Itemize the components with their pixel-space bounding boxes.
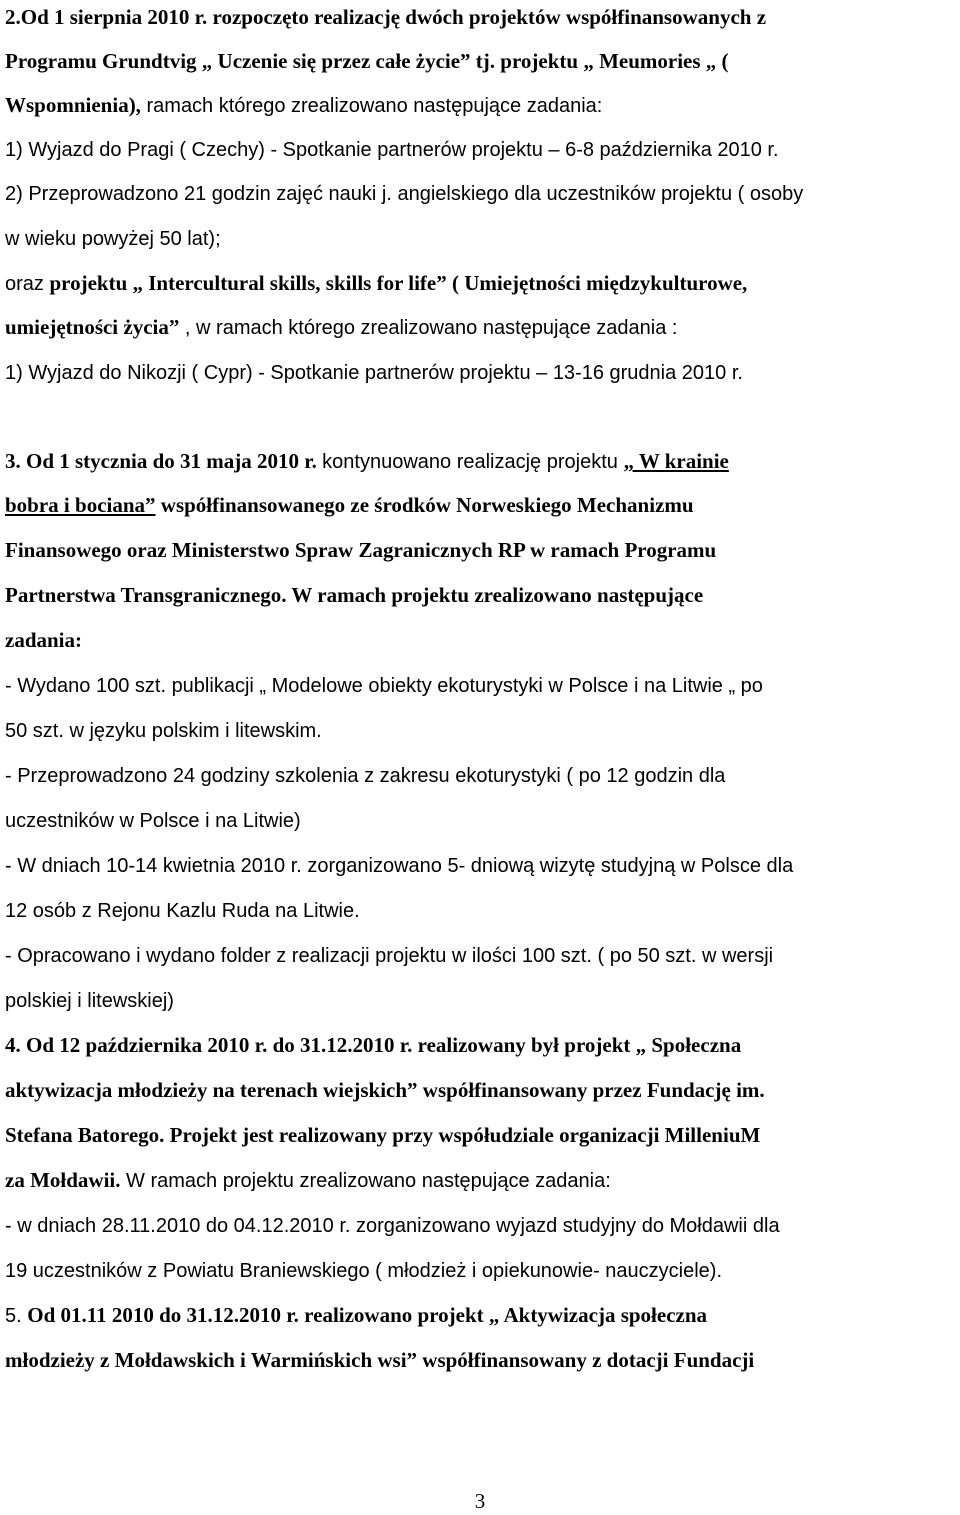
text-line bbox=[5, 448, 729, 475]
text-segment: 5. bbox=[5, 1305, 28, 1327]
text-segment: - w dniach 28.11.2010 do 04.12.2010 r. zorganizowano wyjazd studyjny do Mołdawii dla bbox=[5, 1215, 780, 1237]
text-segment: polskiej i litewskiej) bbox=[5, 990, 174, 1012]
text-segment: młodzieży z Mołdawskich i Warmińskich wsi” współfinansowany z dotacji Fundacji bbox=[5, 1348, 755, 1372]
text-line bbox=[5, 672, 763, 699]
text-segment: bobra i bociana” bbox=[5, 493, 156, 517]
text-segment: Programu Grundtvig „ Uczenie się przez całe życie” tj. projektu „ Meumories „ ( bbox=[5, 49, 729, 73]
text-segment: W ramach projektu zrealizowano następujące zadania: bbox=[120, 1170, 611, 1192]
text-segment: - W dniach 10-14 kwietnia 2010 r. zorganizowano 5- dniową wizytę studyjną w Polsce dla bbox=[5, 855, 794, 877]
text-line bbox=[5, 180, 803, 207]
text-line bbox=[5, 1212, 780, 1239]
text-line bbox=[5, 897, 360, 924]
text-line bbox=[5, 136, 779, 163]
text-line bbox=[5, 1302, 707, 1329]
text-line bbox=[5, 492, 694, 518]
text-line bbox=[5, 92, 602, 119]
text-segment: 3. Od 1 stycznia do 31 maja 2010 r. bbox=[5, 449, 323, 473]
text-segment: - Przeprowadzono 24 godziny szkolenia z zakresu ekoturystyki ( po 12 godzin dla bbox=[5, 765, 726, 787]
text-line bbox=[5, 1167, 611, 1194]
text-segment: 4. Od 12 października 2010 r. do 31.12.2010 r. realizowany był projekt „ Społeczna bbox=[5, 1033, 742, 1057]
text-segment: Finansowego oraz Ministerstwo Spraw Zagranicznych RP w ramach Programu bbox=[5, 538, 717, 562]
text-line bbox=[5, 1257, 722, 1284]
text-segment: , w ramach którego zrealizowano następujące zadania : bbox=[179, 317, 678, 339]
text-segment: za Mołdawii. bbox=[5, 1168, 121, 1192]
text-segment: oraz bbox=[5, 273, 50, 295]
text-segment: 2) Przeprowadzono 21 godzin zajęć nauki j. angielskiego dla uczestników projektu ( osoby bbox=[5, 183, 804, 205]
text-segment: zadania: bbox=[5, 628, 83, 652]
text-line bbox=[5, 48, 729, 74]
text-segment: ramach którego zrealizowano następujące zadania: bbox=[140, 95, 603, 117]
text-line bbox=[5, 807, 301, 834]
text-segment: współfinansowanego ze środków Norweskiego Mechanizmu bbox=[155, 493, 694, 517]
text-line bbox=[5, 1032, 741, 1058]
text-segment: - Opracowano i wydano folder z realizacji projektu w ilości 100 szt. ( po 50 szt. w wersji bbox=[5, 945, 774, 967]
text-segment: aktywizacja młodzieży na terenach wiejskich” współfinansowany przez Fundację im. bbox=[5, 1078, 765, 1102]
text-line bbox=[5, 314, 677, 341]
text-segment: Od 01.11 2010 do 31.12.2010 r. realizowano projekt „ Aktywizacja społeczna bbox=[27, 1303, 708, 1327]
text-segment: w wieku powyżej 50 lat); bbox=[5, 228, 221, 250]
text-line bbox=[5, 1347, 754, 1373]
text-segment: kontynuowano realizację projektu bbox=[322, 451, 624, 473]
text-segment: 1) Wyjazd do Pragi ( Czechy) - Spotkanie partnerów projektu – 6-8 października 2010 r. bbox=[5, 139, 779, 161]
text-segment: Partnerstwa Transgranicznego. W ramach projektu zrealizowano następujące bbox=[5, 583, 704, 607]
text-segment: uczestników w Polsce i na Litwie) bbox=[5, 810, 301, 832]
text-line bbox=[5, 537, 716, 563]
text-segment: 12 osób z Rejonu Kazlu Ruda na Litwie. bbox=[5, 900, 360, 922]
text-line bbox=[5, 1122, 760, 1148]
text-line bbox=[5, 987, 174, 1014]
text-line bbox=[5, 225, 221, 252]
text-line bbox=[5, 717, 322, 744]
text-line bbox=[5, 270, 747, 297]
text-segment: 2.Od 1 sierpnia 2010 r. rozpoczęto realizację dwóch projektów współfinansowanych z bbox=[5, 5, 767, 29]
text-line bbox=[5, 852, 793, 879]
text-line bbox=[5, 627, 82, 653]
text-segment: umiejętności życia” bbox=[5, 315, 180, 339]
text-segment: Stefana Batorego. Projekt jest realizowany przy współudziale organizacji MilleniuM bbox=[5, 1123, 761, 1147]
text-line bbox=[5, 359, 743, 386]
text-segment: projektu „ Intercultural skills, skills for life” ( Umiejętności międzykulturowe, bbox=[49, 271, 748, 295]
text-segment: 19 uczestników z Powiatu Braniewskiego ( młodzież i opiekunowie- nauczyciele). bbox=[5, 1260, 723, 1282]
page-number: 3 bbox=[474, 1489, 486, 1513]
text-segment: „ W krainie bbox=[623, 449, 729, 473]
text-line bbox=[5, 1077, 765, 1103]
text-segment: Wspomnienia), bbox=[5, 93, 141, 117]
text-line bbox=[5, 4, 766, 30]
text-line bbox=[5, 942, 773, 969]
text-line bbox=[5, 582, 703, 608]
text-segment: 50 szt. w języku polskim i litewskim. bbox=[5, 720, 322, 742]
text-line bbox=[5, 762, 725, 789]
text-segment: - Wydano 100 szt. publikacji „ Modelowe obiekty ekoturystyki w Polsce i na Litwie „ po bbox=[5, 675, 763, 697]
text-segment: 1) Wyjazd do Nikozji ( Cypr) - Spotkanie partnerów projektu – 13-16 grudnia 2010 r. bbox=[5, 362, 743, 384]
